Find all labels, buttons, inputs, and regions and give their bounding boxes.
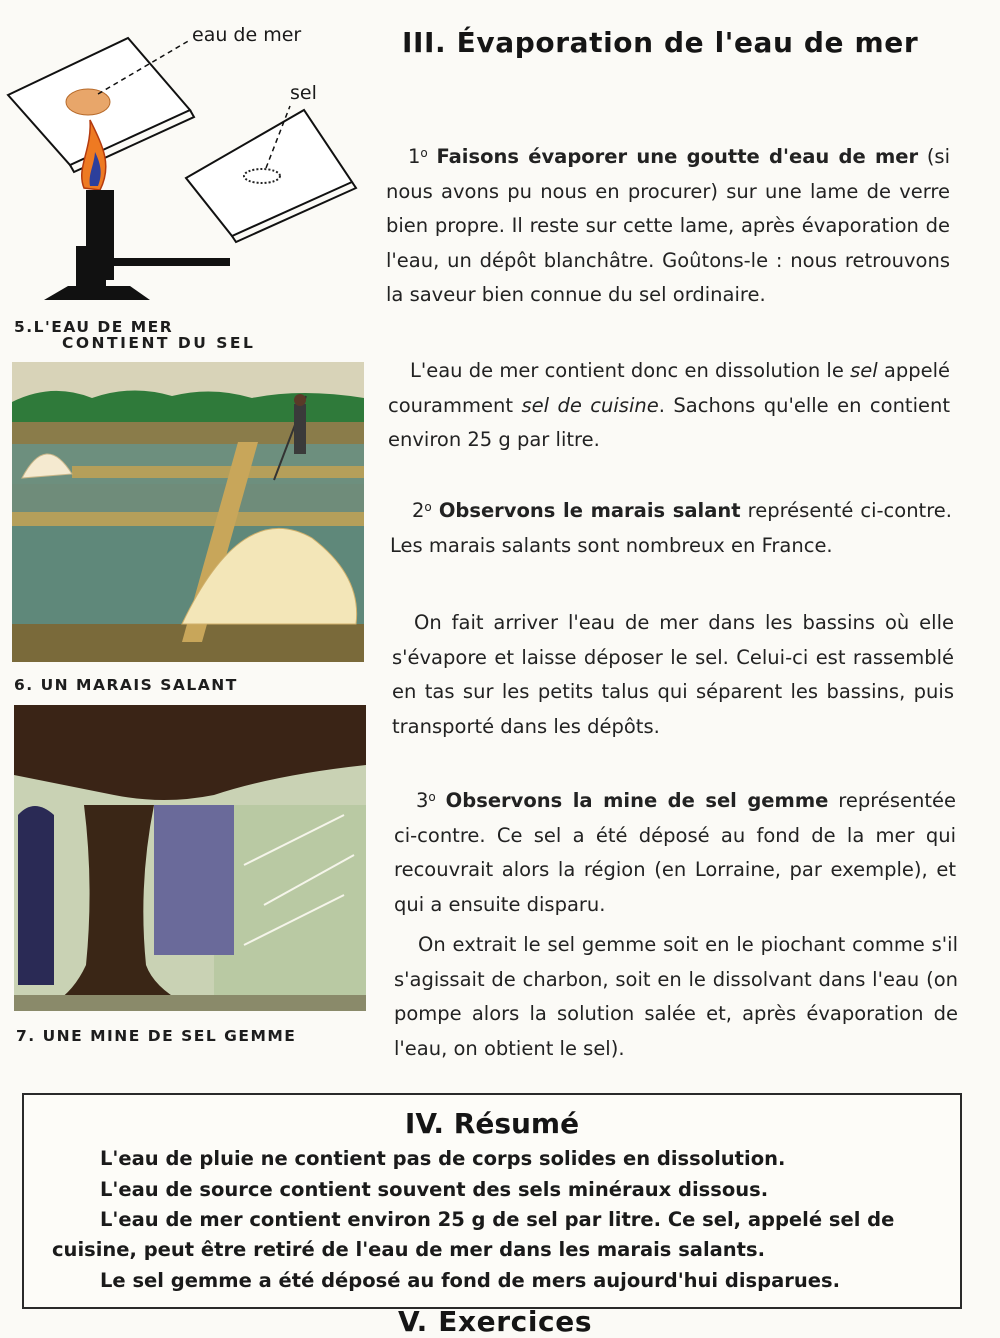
figure-6-caption: 6. UN MARAIS SALANT: [14, 676, 238, 694]
summary-title: IV. Résumé: [404, 1107, 580, 1140]
paragraph-2-text-a: L'eau de mer contient donc en dissolution le: [410, 359, 851, 382]
paragraph-1: [386, 136, 950, 313]
paragraph-1-degree: o: [420, 146, 428, 160]
paragraph-2-italic-sel: sel: [850, 359, 878, 382]
figure-6-salt-marsh-image: [12, 362, 364, 662]
figure-7-salt-mine-image: [14, 705, 366, 1011]
paragraph-1-text: (si nous avons pu nous en procurer) sur une lame de verre bien propre. Il reste sur cette lame, après évaporation de l'eau, un dépôt blanchâtre. Goûtons-le : nous retrouvons la saveur bien connue du sel ordinaire.: [386, 145, 951, 306]
paragraph-3-text: représenté ci-contre. Les marais salants sont nombreux en France.: [390, 499, 952, 557]
section-title: III. Évaporation de l'eau de mer: [402, 26, 919, 59]
paragraph-6: On extrait le sel gemme soit en le piochant comme s'il s'agissait de charbon, soit en le dissolvant dans l'eau (on pompe alors la solution salée et, après évaporation de l'eau, on obtient le sel).: [394, 933, 958, 1060]
paragraph-5-number: 3: [416, 789, 429, 812]
summary-box: [22, 1093, 962, 1309]
summary-line-1: L'eau de pluie ne contient pas de corps solides en dissolution.: [100, 1147, 786, 1170]
paragraph-2: [388, 354, 950, 458]
paragraph-3-number: 2: [412, 499, 425, 522]
summary-line-3: L'eau de mer contient environ 25 g de sel par litre. Ce sel, appelé sel de: [100, 1208, 895, 1231]
figure-5-caption-line2: CONTIENT DU SEL: [62, 334, 256, 352]
summary-line-2: L'eau de source contient souvent des sels minéraux dissous.: [100, 1178, 769, 1201]
paragraph-1-heading: Faisons évaporer une goutte d'eau de mer: [436, 145, 919, 168]
paragraph-2-text-b: appelé couramment: [388, 359, 950, 417]
paragraph-5-heading: Observons la mine de sel gemme: [445, 789, 829, 812]
label-eau-de-mer: eau de mer: [192, 24, 302, 46]
paragraph-3-heading: Observons le marais salant: [438, 499, 741, 522]
paragraph-1-number: 1: [408, 145, 421, 168]
paragraph-4: On fait arriver l'eau de mer dans les bassins où elle s'évapore et laisse déposer le sel. Celui-ci est rassemblé en tas sur les petits talus qui séparent les bassins, puis transporté dans les dépôts.: [392, 611, 954, 738]
summary-line-4: cuisine, peut être retiré de l'eau de mer dans les marais salants.: [52, 1238, 766, 1261]
summary-line-5: Le sel gemme a été déposé au fond de mers aujourd'hui disparues.: [100, 1269, 841, 1292]
next-section-title-partial: V. Exercices: [398, 1305, 593, 1338]
paragraph-3: [390, 490, 952, 563]
figure-7-caption: 7. UNE MINE DE SEL GEMME: [16, 1027, 297, 1045]
paragraph-5-text: représentée ci-contre. Ce sel a été déposé au fond de la mer qui recouvrait alors la région (en Lorraine, par exemple), et qui a ensuite disparu.: [394, 789, 956, 916]
paragraph-3-degree: o: [424, 500, 432, 514]
paragraph-5-degree: o: [428, 790, 436, 804]
label-sel: sel: [290, 82, 317, 104]
paragraph-5: [394, 780, 956, 922]
figure-5-illustration: [0, 0, 370, 320]
paragraph-2-text-c: . Sachons qu'elle en contient environ 25 g par litre.: [388, 393, 951, 451]
paragraph-2-italic-sel-de-cuisine: sel de cuisine: [521, 393, 659, 417]
figure-5-caption-line1: 5.L'EAU DE MER: [14, 318, 174, 336]
